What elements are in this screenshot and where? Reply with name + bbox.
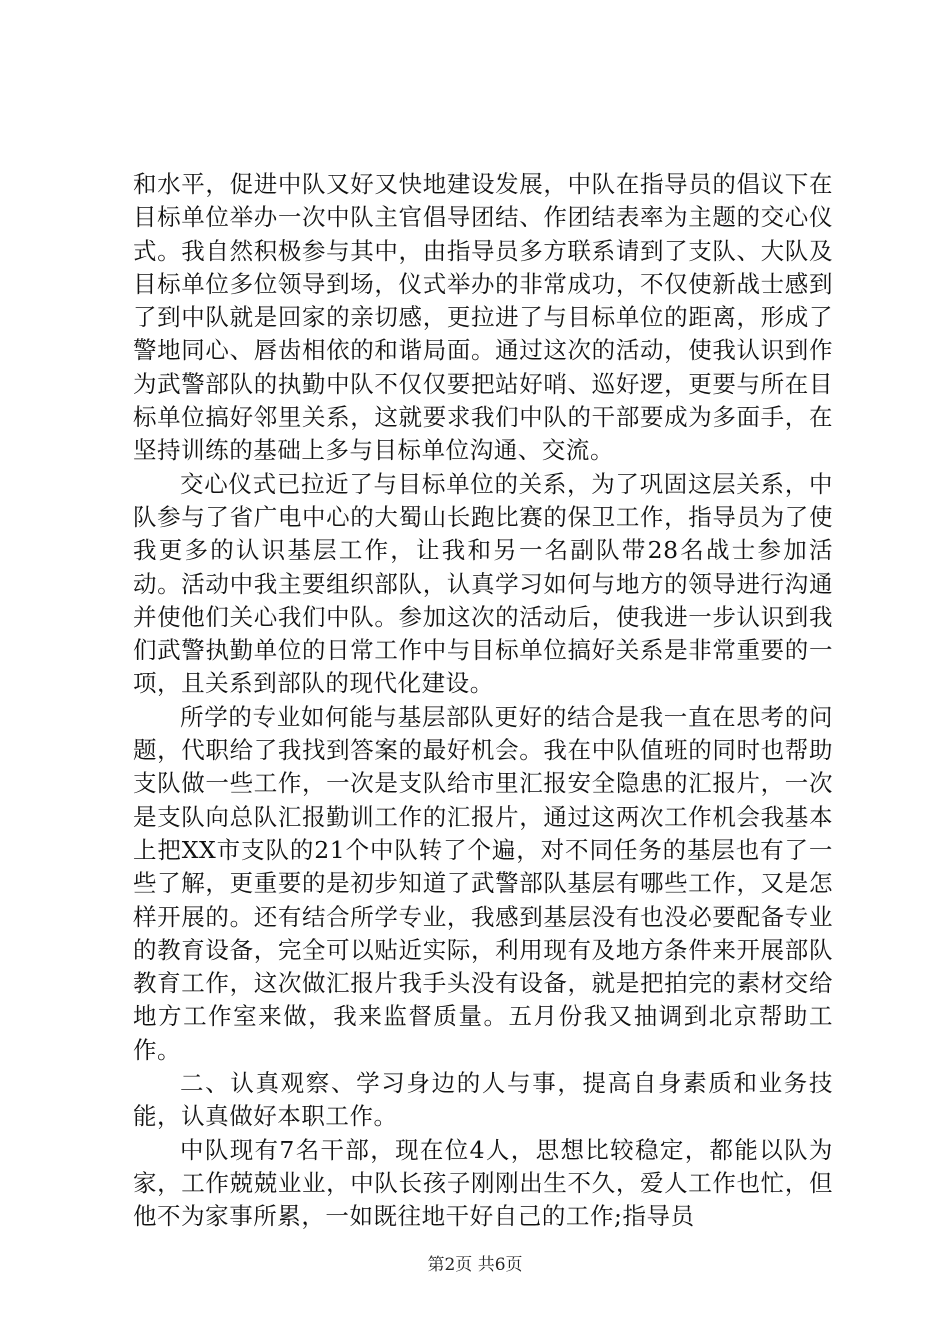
paragraph-heart-to-heart: 交心仪式已拉近了与目标单位的关系，为了巩固这层关系，中队参与了省广电中心的大蜀山长跑比赛的保卫工作，指导员为了使我更多的认识基层工作，让我和另一名副队带28名战士参加活动。活动中我主要组织部队，认真学习如何与地方的领导进行沟通并使他们关心我们中队。参加这次的活动后，使我进一步认识到我们武警执勤单位的日常工作中与目标单位搞好关系是非常重要的一项，且关系到部队的现代化建设。 <box>133 469 833 698</box>
paragraph-continuation: 和水平，促进中队又好又快地建设发展，中队在指导员的倡议下在目标单位举办一次中队主官倡导团结、作团结表率为主题的交心仪式。我自然积极参与其中，由指导员多方联系请到了支队、大队及目标单位多位领导到场，仪式举办的非常成功，不仅使新战士感到了到中队就是回家的亲切感，更拉进了与目标单位的距离，形成了警地同心、唇齿相依的和谐局面。通过这次的活动，使我认识到作为武警部队的执勤中队不仅仅要把站好哨、巡好逻，更要与所在目标单位搞好邻里关系，这就要求我们中队的干部要成为多面手，在坚持训练的基础上多与目标单位沟通、交流。 <box>133 170 833 465</box>
body-text <box>133 168 833 1234</box>
page-footer: 第2页 共6页 <box>427 1255 523 1275</box>
paragraph-major-study: 所学的专业如何能与基层部队更好的结合是我一直在思考的问题，代职给了我找到答案的最好机会。我在中队值班的同时也帮助支队做一些工作，一次是支队给市里汇报安全隐患的汇报片，一次是支队向总队汇报勤训工作的汇报片，通过这两次工作机会我基本上把XX市支队的21个中队转了个遍，对不同任务的基层也有了一些了解，更重要的是初步知道了武警部队基层有哪些工作，又是怎样开展的。还有结合所学专业，我感到基层没有也没必要配备专业的教育设备，完全可以贴近实际，利用现有及地方条件来开展部队教育工作，这次做汇报片我手头没有设备，就是把拍完的素材交给地方工作室来做，我来监督质量。五月份我又抽调到北京帮助工作。 <box>133 702 833 1064</box>
paragraph-cadres: 中队现有7名干部，现在位4人，思想比较稳定，都能以队为家，工作兢兢业业，中队长孩子刚刚出生不久，爱人工作也忙，但他不为家事所累，一如既往地干好自己的工作;指导员 <box>133 1135 833 1231</box>
section-heading-two: 二、认真观察、学习身边的人与事，提高自身素质和业务技能，认真做好本职工作。 <box>133 1069 833 1131</box>
